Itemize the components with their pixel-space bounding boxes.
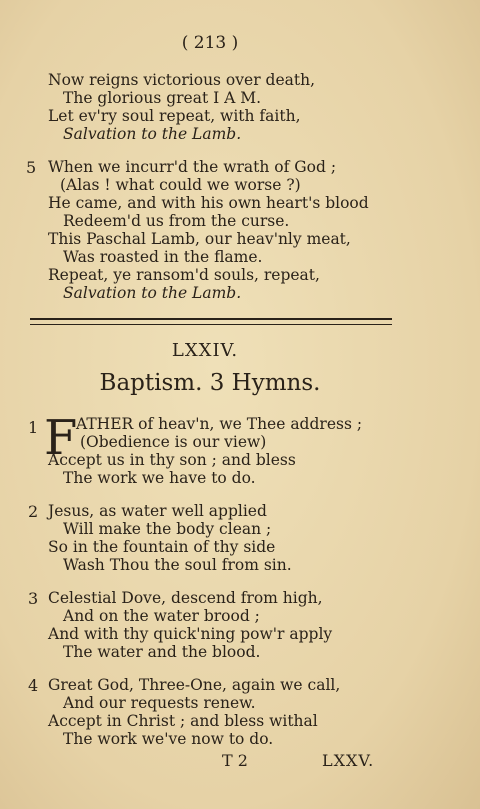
text-line: Was roasted in the flame. [63, 248, 263, 266]
section-rule [30, 318, 392, 325]
drop-cap: F [44, 410, 78, 466]
text-line: Salvation to the Lamb. [63, 125, 242, 143]
text-line: Repeat, ye ransom'd souls, repeat, [48, 266, 320, 284]
verse-number: 3 [28, 589, 39, 608]
text-line: This Paschal Lamb, our heav'nly meat, [48, 230, 351, 248]
text-line: The water and the blood. [63, 643, 261, 661]
catchword: LXXV. [322, 751, 375, 770]
text-line: The glorious great I A M. [63, 89, 262, 107]
text-line: The work we have to do. [63, 469, 256, 487]
text-line: Great God, Three-One, again we call, [48, 676, 341, 694]
text-line: Let ev'ry soul repeat, with faith, [48, 107, 301, 125]
text-line: The work we've now to do. [63, 730, 274, 748]
text-line: And on the water brood ; [63, 607, 260, 625]
text-line: Redeem'd us from the curse. [63, 212, 290, 230]
text-line: Jesus, as water well applied [48, 502, 267, 520]
verse-number: 5 [26, 158, 37, 177]
verse-number: 4 [28, 676, 39, 695]
text-line: Celestial Dove, descend from high, [48, 589, 323, 607]
text-line: Now reigns victorious over death, [48, 71, 316, 89]
text-line: Accept in Christ ; and bless withal [48, 712, 318, 730]
hymn-title: Baptism. 3 Hymns. [99, 370, 321, 396]
text-line: (Alas ! what could we worse ?) [60, 176, 301, 194]
text-line: And with thy quick'ning pow'r apply [48, 625, 333, 643]
verse-number: 2 [28, 502, 39, 521]
text-line: He came, and with his own heart's blood [48, 194, 369, 212]
signature-mark: T 2 [222, 751, 248, 770]
text-line: (Obedience is our view) [80, 433, 267, 451]
hymn-number: LXXIV. [171, 340, 239, 361]
text-line: ATHER of heav'n, we Thee address ; [76, 415, 363, 433]
text-line: And our requests renew. [63, 694, 256, 712]
text-line: When we incurr'd the wrath of God ; [48, 158, 337, 176]
text-line: So in the fountain of thy side [48, 538, 276, 556]
page-number: ( 213 ) [181, 33, 239, 53]
text-line: Wash Thou the soul from sin. [63, 556, 292, 574]
text-line: Accept us in thy son ; and bless [48, 451, 296, 469]
verse-number: 1 [28, 418, 39, 437]
text-line: Will make the body clean ; [63, 520, 272, 538]
text-line: Salvation to the Lamb. [63, 284, 242, 302]
